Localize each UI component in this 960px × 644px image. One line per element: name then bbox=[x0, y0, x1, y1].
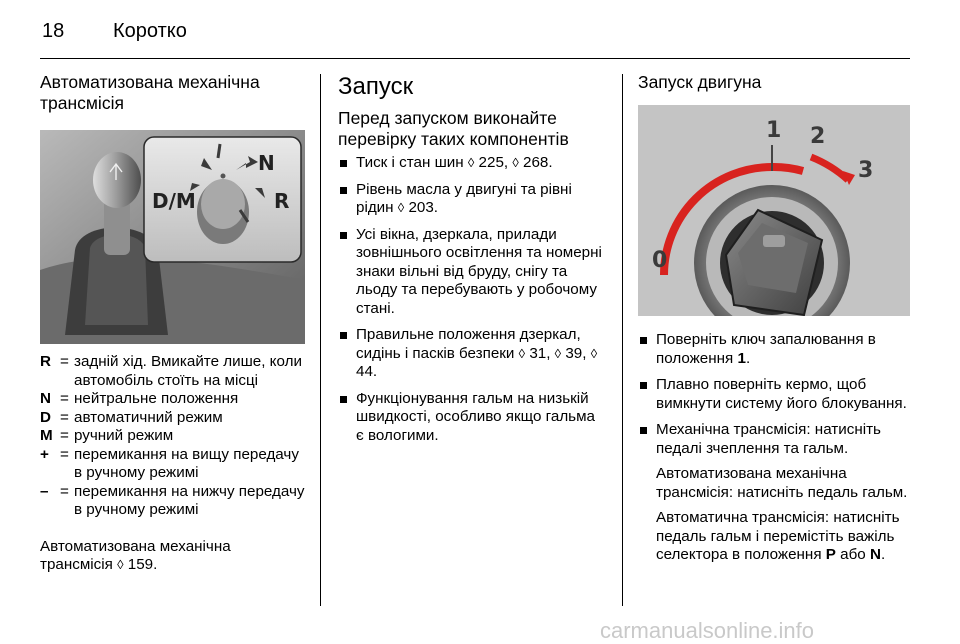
bullet-icon bbox=[640, 427, 647, 434]
legend-eq: = bbox=[60, 427, 69, 444]
legend-text: перемикання на вищу передачу в ручному режимі bbox=[74, 445, 299, 481]
legend-eq: = bbox=[60, 390, 69, 407]
page-ref-arrow-icon: ◊ bbox=[590, 345, 598, 361]
page-ref-number[interactable]: 159. bbox=[127, 556, 158, 573]
bullet-icon bbox=[340, 232, 347, 239]
list-item: Поверніть ключ запалювання в положення 1. bbox=[638, 331, 910, 368]
gear-label-r: R bbox=[274, 189, 290, 213]
bullet-icon bbox=[640, 337, 647, 344]
gearbox-reference bbox=[40, 538, 305, 575]
legend-row bbox=[40, 446, 305, 483]
gear-selector-illustration bbox=[40, 130, 305, 344]
legend-key: – bbox=[40, 482, 49, 500]
page-ref-number[interactable]: 225, bbox=[478, 154, 509, 171]
header-rule bbox=[40, 58, 910, 59]
column-start bbox=[338, 72, 606, 453]
legend-row bbox=[40, 390, 305, 409]
bullet-icon bbox=[640, 382, 647, 389]
legend-text: нейтральне положення bbox=[74, 390, 239, 407]
column-gearbox bbox=[40, 72, 305, 575]
list-item: Функціонування гальм на низькій швидкості, особливо якщо гальма є вологими. bbox=[338, 390, 606, 446]
page-ref-arrow-icon: ◊ bbox=[467, 155, 475, 170]
page-ref-number[interactable]: 39, bbox=[565, 344, 587, 362]
gear-label-dm: D/M bbox=[152, 189, 196, 213]
list-item: Плавно поверніть кермо, щоб вимкнути систему його блокування. bbox=[638, 376, 910, 413]
section-heading-engine-start: Запуск двигуна bbox=[638, 72, 762, 92]
key-position-2: 2 bbox=[810, 124, 826, 149]
legend-key: M bbox=[40, 427, 53, 444]
legend-text: автоматичний режим bbox=[74, 408, 223, 426]
gear-selector-figure bbox=[40, 130, 305, 344]
column-divider-1 bbox=[320, 74, 321, 606]
gear-label-n: N bbox=[258, 151, 275, 175]
engine-start-steps bbox=[638, 331, 910, 565]
key-position-1: 1 bbox=[766, 118, 782, 143]
legend-eq: = bbox=[60, 482, 69, 500]
page-ref-arrow-icon: ◊ bbox=[397, 200, 405, 215]
section-heading-gearbox: Автоматизована механічна трансмісія bbox=[40, 72, 260, 113]
page-ref-number[interactable]: 203. bbox=[408, 199, 439, 216]
key-position-3: 3 bbox=[858, 158, 874, 183]
legend-eq: = bbox=[60, 445, 69, 463]
page-ref-arrow-icon: ◊ bbox=[512, 155, 519, 170]
ignition-key-illustration bbox=[638, 105, 910, 316]
key-position-0: 0 bbox=[652, 248, 668, 273]
list-item: Усі вікна, дзеркала, прилади зовнішнього освітлення та номерні знаки вільні від бруду, снігу та льоду та перебувають у робочому стані. bbox=[338, 226, 606, 319]
column-engine-start bbox=[638, 72, 910, 565]
page-number: 18 bbox=[42, 20, 65, 42]
legend-key: + bbox=[40, 445, 49, 463]
legend-row bbox=[40, 409, 305, 428]
page-ref-number[interactable]: 31, bbox=[529, 344, 551, 362]
bullet-icon bbox=[340, 187, 347, 194]
page-ref-arrow-icon: ◊ bbox=[117, 557, 124, 572]
list-item: Тиск і стан шин ◊ 225, ◊ 268. bbox=[338, 154, 606, 173]
list-item: Механічна трансмісія: натисніть педалі зчеплення та гальм. Автоматизована механічна трансмісія: натисніть педаль гальм. Автоматична трансмісія: натисніть педаль гальм і перемістіть важіль селектора в положення P або N. bbox=[638, 421, 910, 565]
checklist bbox=[338, 154, 606, 445]
paragraph-automated: Автоматизована механічна трансмісія: натисніть педаль гальм. bbox=[656, 465, 908, 501]
page-ref-number[interactable]: 44. bbox=[356, 363, 378, 380]
legend-row bbox=[40, 353, 305, 390]
list-item: Правильне положення дзеркал, сидінь і пасків безпеки ◊ 31, ◊ 39, ◊ 44. bbox=[338, 326, 606, 382]
watermark: carmanualsonline.info bbox=[600, 618, 815, 643]
gear-legend bbox=[40, 353, 305, 520]
page-ref-arrow-icon: ◊ bbox=[554, 345, 562, 361]
bullet-icon bbox=[340, 160, 347, 167]
page-ref-number[interactable]: 268. bbox=[523, 154, 553, 171]
reference-text: Автоматизована механічна трансмісія bbox=[40, 537, 231, 573]
bullet-icon bbox=[340, 396, 347, 403]
legend-text: ручний режим bbox=[74, 427, 174, 444]
legend-key: R bbox=[40, 353, 51, 370]
page-title: Коротко bbox=[113, 20, 187, 42]
legend-text: перемикання на нижчу передачу в ручному режимі bbox=[74, 482, 305, 518]
bullet-icon bbox=[340, 332, 347, 339]
paragraph-automatic: Автоматична трансмісія: натисніть педаль гальм і перемістіть важіль селектора в положення P або N. bbox=[656, 509, 900, 563]
section-heading-start: Запуск bbox=[338, 73, 414, 100]
page-header bbox=[0, 0, 960, 64]
legend-eq: = bbox=[60, 408, 69, 426]
legend-eq: = bbox=[60, 353, 69, 370]
legend-row bbox=[40, 483, 305, 520]
ignition-figure bbox=[638, 105, 910, 316]
column-divider-2 bbox=[622, 74, 623, 606]
legend-row bbox=[40, 427, 305, 446]
legend-key: N bbox=[40, 390, 51, 407]
page-ref-arrow-icon: ◊ bbox=[518, 345, 526, 361]
checklist-heading: Перед запуском виконайте перевірку таких компонентів bbox=[338, 108, 569, 149]
legend-text: задній хід. Вмикайте лише, коли автомобіль стоїть на місці bbox=[74, 353, 302, 389]
legend-key: D bbox=[40, 408, 51, 426]
list-item: Рівень масла у двигуні та рівні рідин ◊ 203. bbox=[338, 181, 606, 218]
